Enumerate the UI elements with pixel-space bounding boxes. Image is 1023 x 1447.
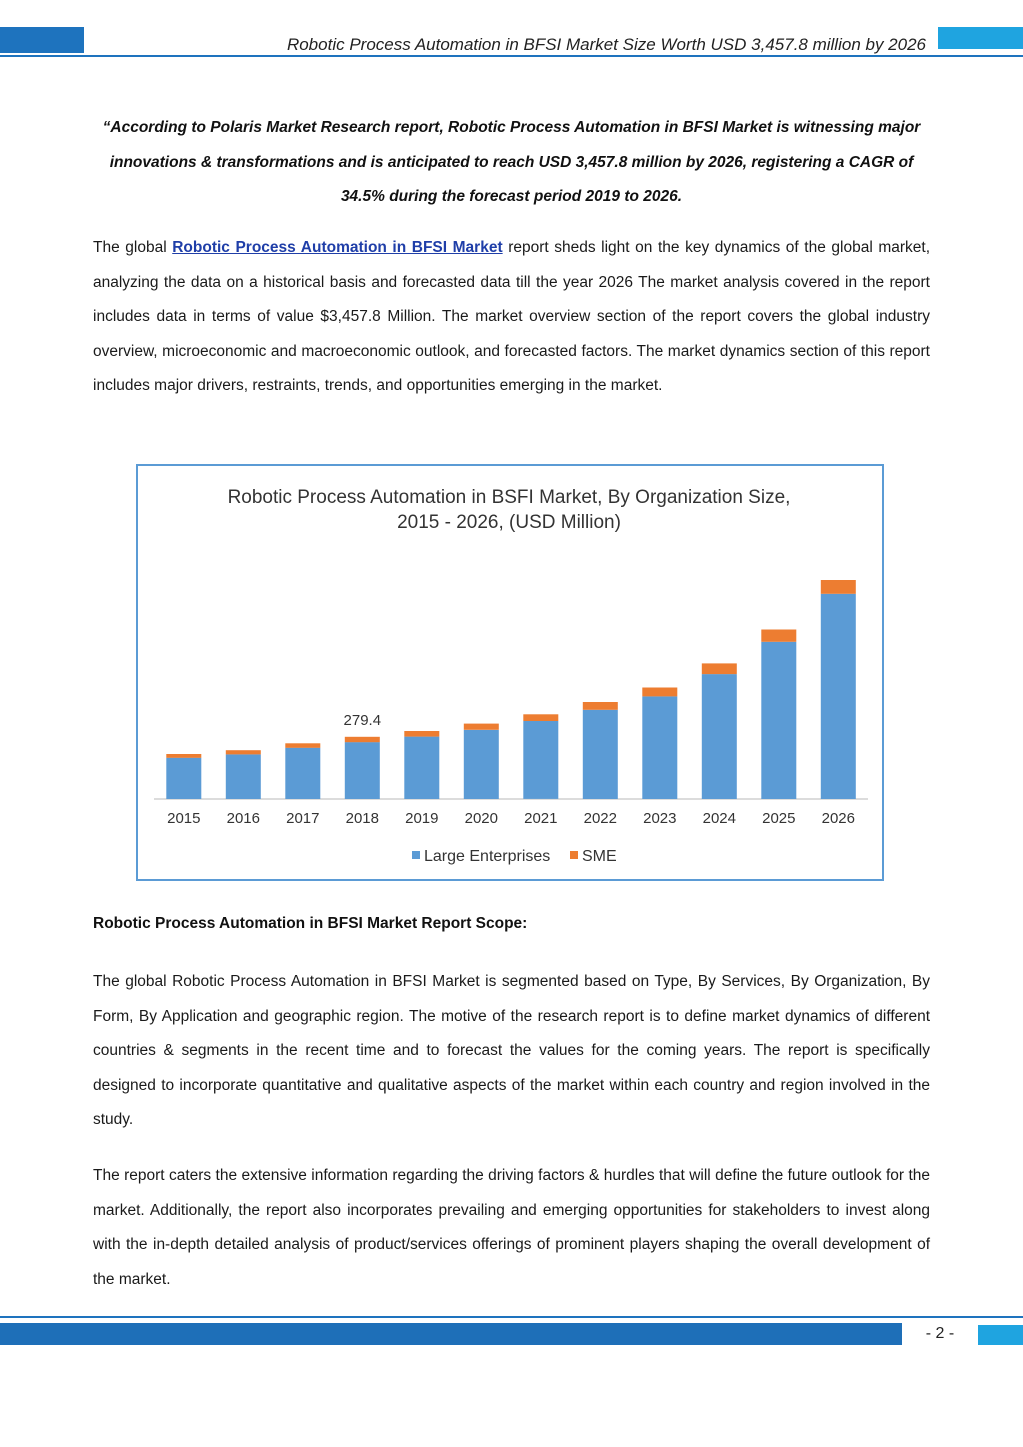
x-tick-label-2020: 2020: [464, 810, 498, 827]
bar-large-enterprises-2021: [523, 721, 558, 799]
legend-label-sme: SME: [582, 848, 617, 865]
bar-large-enterprises-2024: [702, 674, 737, 799]
bar-sme-2021: [523, 714, 558, 721]
bar-large-enterprises-2020: [464, 730, 499, 799]
scope-heading: Robotic Process Automation in BFSI Market Report Scope:: [93, 915, 528, 932]
bar-sme-2025: [761, 630, 796, 642]
quote-paragraph: “According to Polaris Market Research report, Robotic Process Automation in BFSI Market is witnessing major innovations & transformations and is anticipated to reach USD 3,457.8 million by 2026, registering a CAGR of 34.5% during the forecast period 2019 to 2026.: [102, 119, 921, 205]
bar-large-enterprises-2018: [345, 742, 380, 799]
bar-sme-2020: [464, 724, 499, 730]
x-tick-label-2016: 2016: [226, 810, 260, 827]
header-accent-left: [0, 27, 84, 53]
bar-large-enterprises-2026: [821, 594, 856, 799]
x-tick-label-2026: 2026: [821, 810, 855, 827]
bar-large-enterprises-2017: [285, 748, 320, 799]
bar-large-enterprises-2015: [166, 758, 201, 799]
x-tick-label-2023: 2023: [643, 810, 677, 827]
scope-paragraph-1: The global Robotic Process Automation in BFSI Market is segmented based on Type, By Services, By Organization, By Form, By Application and geographic region. The motive of the research report is to define market dynamics of different countries & segments in the recent time and to forecast the values for the coming years. The report is specifically designed to incorporate quantitative and qualitative aspects of the market within each country and region involved in the study.: [93, 973, 930, 1129]
bar-chart: [138, 466, 882, 879]
header-accent-right: [938, 27, 1023, 49]
chart-figure: [136, 464, 884, 881]
bar-sme-2024: [702, 663, 737, 674]
chart-subtitle: 2015 - 2026, (USD Million): [397, 512, 621, 533]
footer-accent-right: [978, 1325, 1023, 1345]
bar-large-enterprises-2022: [583, 710, 618, 799]
footer-rule: [0, 1316, 1023, 1318]
bar-sme-2016: [226, 750, 261, 754]
data-annotations: [344, 712, 382, 729]
legend-label-large-enterprises: Large Enterprises: [424, 848, 551, 865]
x-tick-label-2017: 2017: [286, 810, 320, 827]
bar-sme-2017: [285, 743, 320, 748]
bar-sme-2026: [821, 580, 856, 594]
footer-bar: [0, 1323, 902, 1345]
legend-swatch-large-enterprises: [412, 851, 420, 859]
x-tick-label-2022: 2022: [583, 810, 617, 827]
bar-sme-2023: [642, 688, 677, 697]
data-label-2018: 279.4: [343, 711, 382, 729]
page-header-title: Robotic Process Automation in BFSI Market Size Worth USD 3,457.8 million by 2026: [286, 35, 926, 54]
market-report-link[interactable]: Robotic Process Automation in BFSI Market: [172, 239, 503, 256]
x-tick-label-2019: 2019: [405, 810, 439, 827]
bar-large-enterprises-2016: [226, 754, 261, 799]
legend-swatch-sme: [570, 851, 578, 859]
intro-prefix: The global: [93, 239, 173, 256]
x-tick-label-2025: 2025: [762, 810, 796, 827]
intro-paragraph: [93, 231, 930, 404]
bar-large-enterprises-2019: [404, 737, 439, 799]
bar-large-enterprises-2023: [642, 696, 677, 799]
x-tick-label-2018: 2018: [345, 810, 379, 827]
chart-title: Robotic Process Automation in BSFI Market, By Organization Size,: [227, 487, 791, 508]
bar-sme-2018: [345, 737, 380, 742]
x-tick-label-2024: 2024: [702, 810, 736, 827]
intro-suffix: report sheds light on the key dynamics of the global market, analyzing the data on a historical basis and forecasted data till the year 2026 The market analysis covered in the report includes data in terms of value $3,457.8 Million. The market overview section of the report covers the global industry overview, microeconomic and macroeconomic outlook, and forecasted factors. The market dynamics section of this report includes major drivers, restraints, trends, and opportunities emerging in the market.: [93, 239, 931, 395]
bar-large-enterprises-2025: [761, 642, 796, 799]
bar-sme-2022: [583, 702, 618, 710]
x-tick-label-2021: 2021: [524, 810, 558, 827]
chart-legend: [412, 848, 617, 865]
x-tick-label-2015: 2015: [167, 810, 201, 827]
bars-group: [166, 580, 856, 799]
bar-sme-2015: [166, 754, 201, 758]
page-number: - 2 -: [925, 1325, 955, 1342]
scope-paragraph-2: The report caters the extensive information regarding the driving factors & hurdles that will define the future outlook for the market. Additionally, the report also incorporates prevailing and emerging opportunities for stakeholders to invest along with the in-depth detailed analysis of product/services offerings of prominent players shaping the overall development of the market.: [93, 1167, 930, 1288]
bar-sme-2019: [404, 731, 439, 737]
x-tick-labels: [167, 810, 855, 827]
header-rule: [0, 55, 1023, 57]
